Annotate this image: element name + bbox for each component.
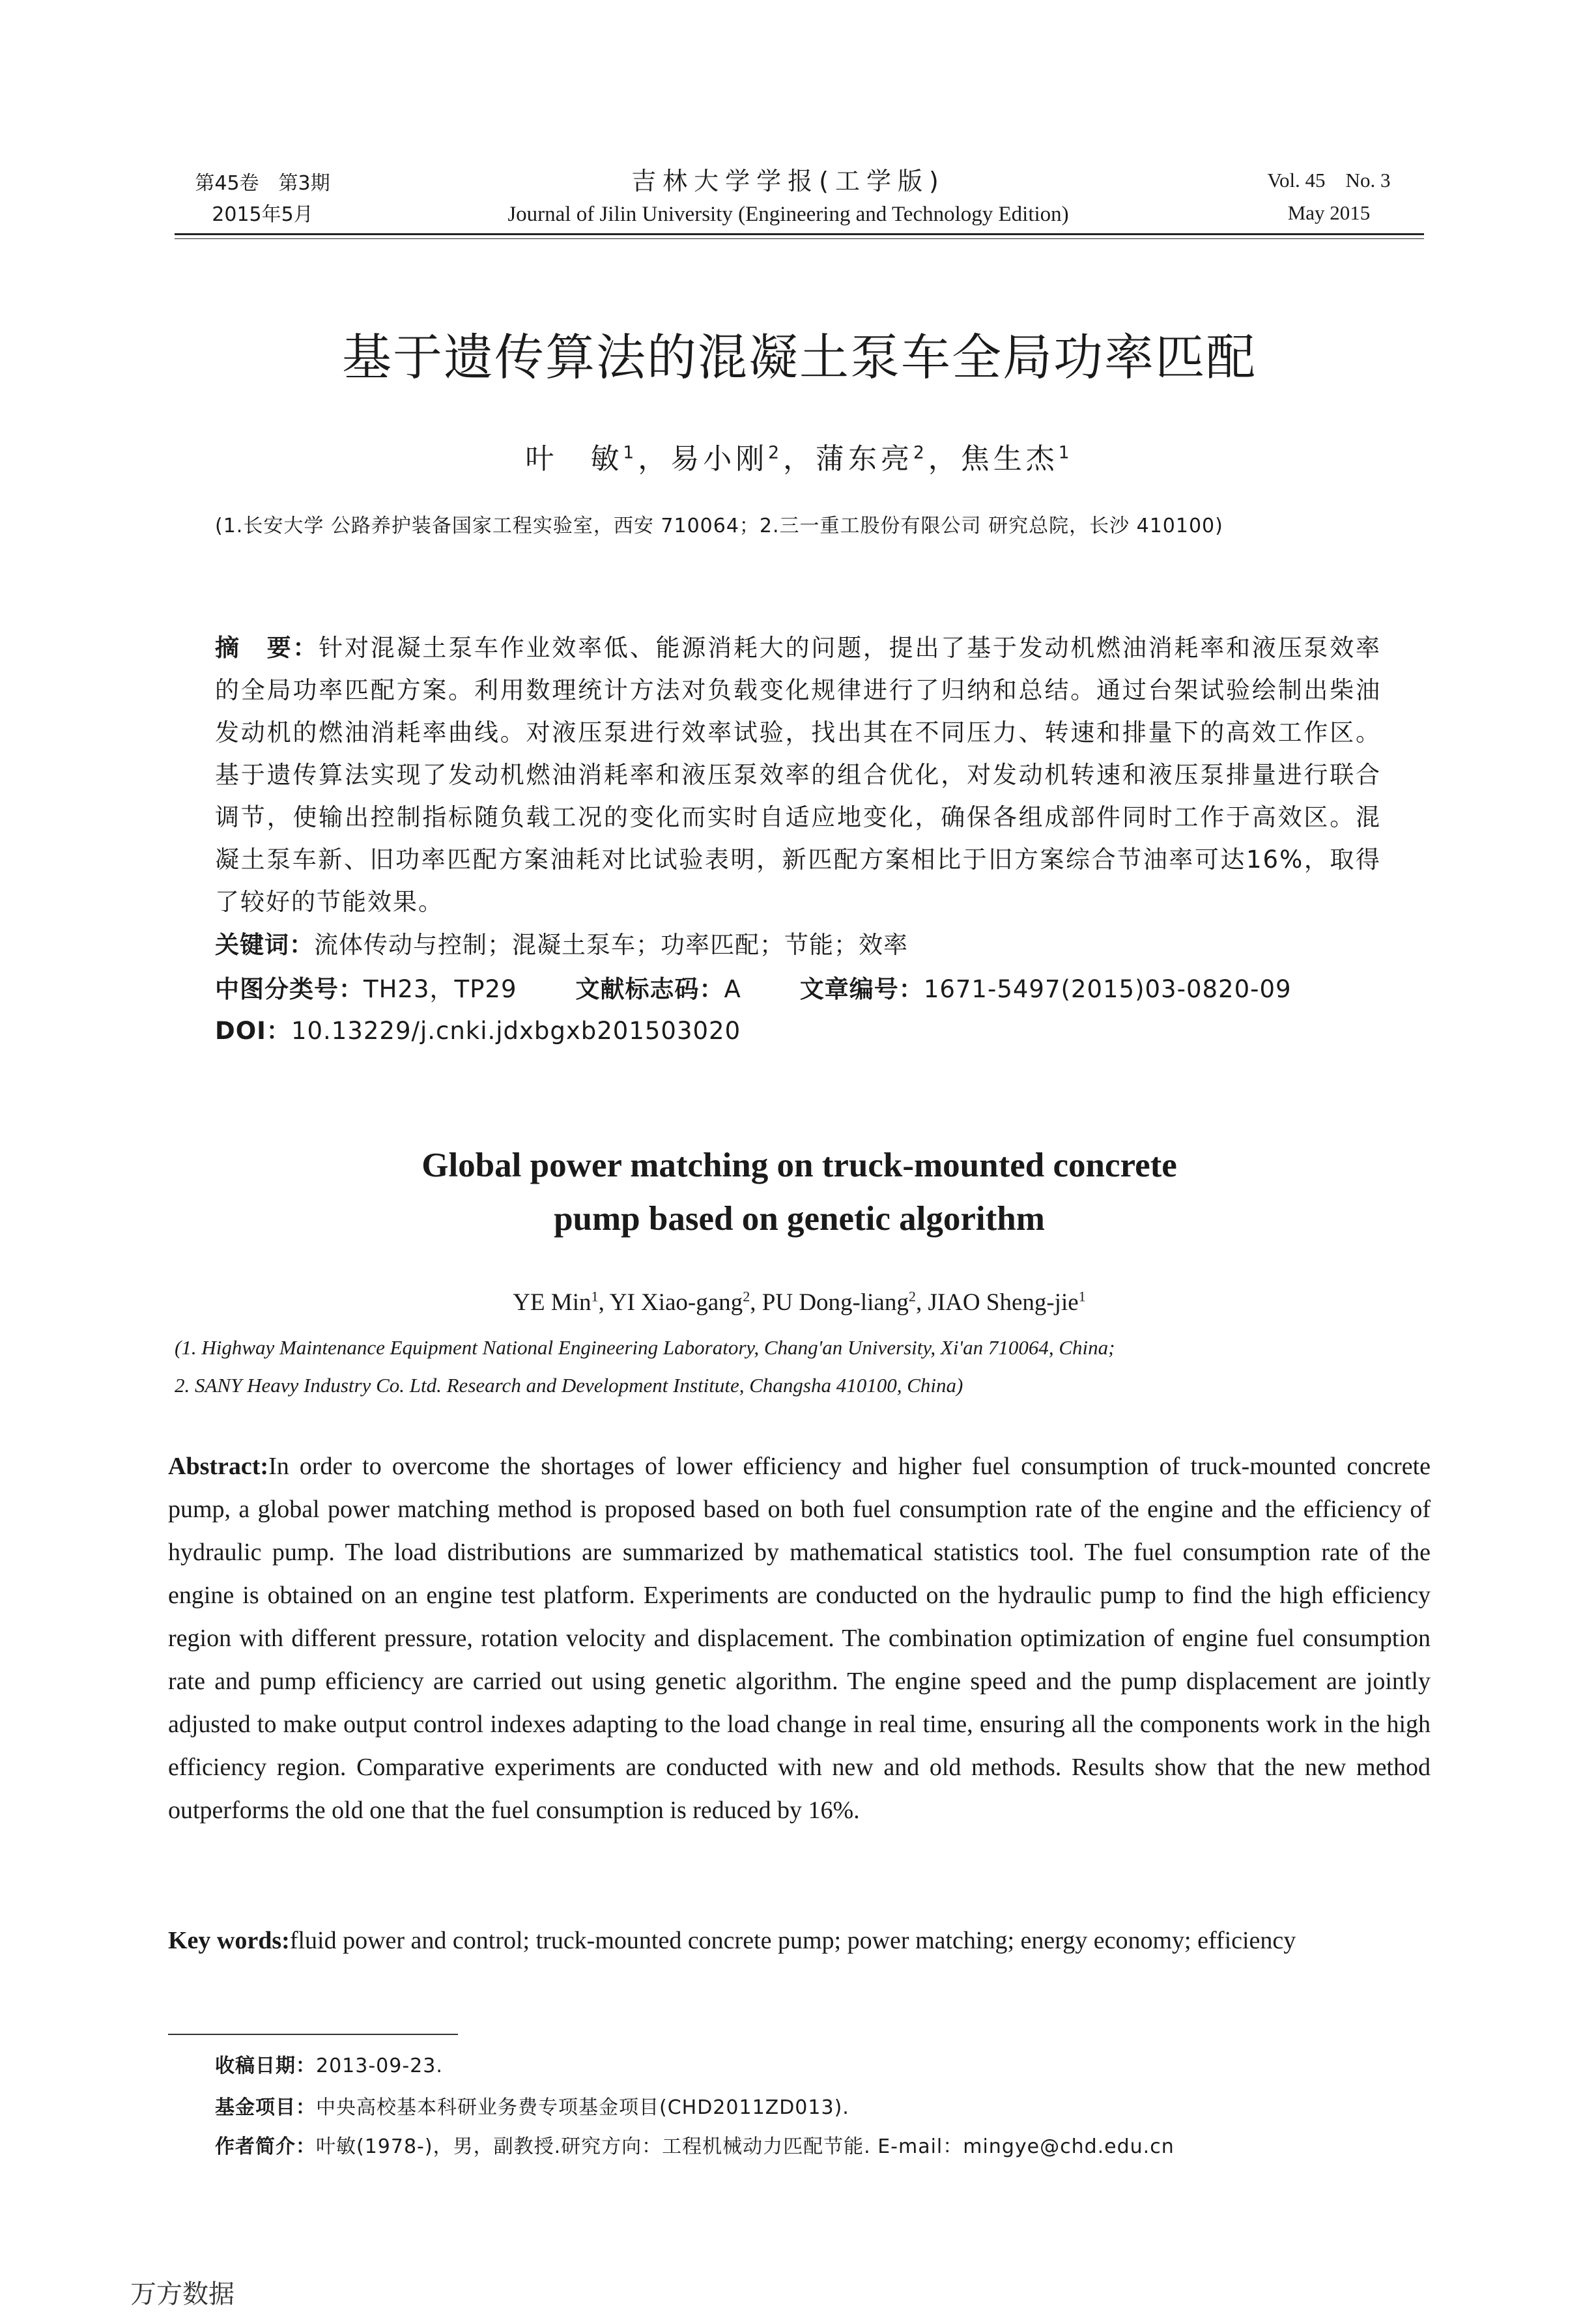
clc-value: TH23，TP29 [363, 975, 517, 1003]
authors-cn: 叶 敏$^1$，易小刚$^2$，蒲东亮$^2$，焦生杰$^1$ [525, 442, 1074, 476]
abstract-cn-text: 针对混凝土泵车作业效率低、能源消耗大的问题，提出了基于发动机燃油消耗率和液压泵效率的全局功率匹配方案。利用数理统计方法对负载变化规律进行了归纳和总结。通过台架试验绘制出柴油发动机的燃油消耗率曲线。对液压泵进行效率试验，找出其在不同压力、转速和排量下的高效工作区。基于遗传算法实现了发动机燃油消耗率和液压泵效率的组合优化，对发动机转速和液压泵排量进行联合调节，使输出控制指标随负载工况的变化而实时自适应地变化，确保各组成部件同时工作于高效区。混凝土泵车新、旧功率匹配方案油耗对比试验表明，新匹配方案相比于旧方案综合节油率可达16%，取得了较好的节能效果。 [215, 634, 1382, 916]
volume-issue-cn: 第45卷 第3期 [195, 172, 330, 195]
doi-value: 10.13229/j.cnki.jdxbgxb201503020 [291, 1017, 741, 1045]
author-2-en: YI Xiao-gang [609, 1289, 743, 1316]
author-4-en: JIAO Sheng-jie [928, 1289, 1079, 1316]
abstract-cn-label: 摘 要： [215, 634, 319, 662]
date-cn: 2015年5月 [212, 203, 313, 226]
article-no-value: 1671-5497(2015)03-0820-09 [923, 975, 1292, 1003]
header-volume-en [1238, 164, 1420, 229]
header-rule-thick [175, 233, 1424, 235]
keywords-cn [215, 925, 908, 960]
author-1-en: YE Min [513, 1289, 591, 1316]
doc-code-value: A [724, 975, 741, 1003]
footnote-received: 收稿日期：2013-09-23. [215, 2055, 443, 2077]
keywords-en [168, 1919, 1431, 1962]
keywords-en-label: Key words: [168, 1927, 290, 1954]
footnote-author: 作者简介：叶敏(1978-)，男，副教授.研究方向：工程机械动力匹配节能. E-mail：mingye@chd.edu.cn [215, 2135, 1175, 2158]
clc-label: 中图分类号： [215, 975, 363, 1003]
journal-name-en: Journal of Jilin University (Engineering and Technology Edition) [507, 203, 1069, 226]
author-3-en: PU Dong-liang [762, 1289, 909, 1316]
abstract-en-text: In order to overcome the shortages of lower efficiency and higher fuel consumption of truck-mounted concrete pump, a global power matching method is proposed based on both fuel consumption rate of the engine and the efficiency of hydraulic pump. The load distributions are summarized by mathematical statistics tool. The fuel consumption rate of the engine is obtained on an engine test platform. Experiments are conducted on the hydraulic pump to find the high efficiency region with different pressure, rotation velocity and displacement. The combination optimization of engine fuel consumption rate and pump efficiency are carried out using genetic algorithm. The engine speed and the pump displacement are jointly adjusted to make output control indexes adapting to the load change in real time, ensuring all the components work in the high efficiency region. Comparative experiments are conducted with new and old methods. Results show that the new method outperforms the old one that the fuel consumption is reduced by 16%. [168, 1453, 1431, 1824]
volume-issue-en: Vol. 45 No. 3 [1267, 169, 1391, 192]
doi-label: DOI： [215, 1017, 291, 1045]
author-3-sup: 2 [913, 442, 928, 463]
author-4-cn: 焦生杰 [960, 442, 1059, 476]
abstract-cn [215, 627, 1381, 923]
watermark: 万方数据 [130, 2279, 235, 2309]
author-1-cn: 叶 敏 [525, 442, 623, 476]
paper-title-en [175, 1139, 1424, 1246]
journal-name-cn: 吉林大学学报(工学版) [631, 167, 945, 195]
authors-en: YE Min$^1$, YI Xiao-gang$^2$, PU Dong-liang$^2$, JIAO Sheng-jie$^1$ [513, 1288, 1086, 1316]
keywords-cn-text: 流体传动与控制；混凝土泵车；功率匹配；节能；效率 [314, 931, 908, 959]
affiliation-cn: (1.长安大学 公路养护装备国家工程实验室，西安 710064；2.三一重工股份有限公司 研究总院，长沙 410100) [215, 515, 1223, 537]
author-2-cn: 易小刚 [670, 442, 769, 476]
doi-line [215, 1011, 741, 1046]
paper-title-cn: 基于遗传算法的混凝土泵车全局功率匹配 [342, 328, 1257, 386]
keywords-cn-label: 关键词： [215, 931, 314, 959]
header-rule-thin [175, 238, 1424, 239]
affiliation-en-line2: 2. SANY Heavy Industry Co. Ltd. Research and Development Institute, Changsha 410100, China) [175, 1374, 963, 1397]
doc-code-label: 文献标志码： [575, 975, 724, 1003]
footnote-fund: 基金项目：中央高校基本科研业务费专项基金项目(CHD2011ZD013). [215, 2096, 849, 2119]
header-volume-cn [175, 168, 350, 231]
affiliation-en [175, 1329, 1424, 1404]
author-4-sup: 1 [1058, 442, 1074, 463]
author-3-cn: 蒲东亮 [816, 442, 913, 476]
abstract-en-label: Abstract: [168, 1453, 269, 1480]
abstract-en [168, 1445, 1431, 1832]
paper-title-en-line1: Global power matching on truck-mounted concrete [421, 1146, 1177, 1184]
affiliation-en-line1: (1. Highway Maintenance Equipment National Engineering Laboratory, Chang'an University, Xi'an 710064, China; [175, 1336, 1115, 1359]
author-1-sup: 1 [623, 442, 638, 463]
keywords-en-text: fluid power and control; truck-mounted concrete pump; power matching; energy economy; efficiency [289, 1927, 1296, 1954]
paper-title-en-line2: pump based on genetic algorithm [554, 1200, 1045, 1238]
date-en: May 2015 [1287, 201, 1371, 224]
classification-line [215, 969, 1292, 1004]
header-journal [365, 164, 1212, 231]
author-2-sup: 2 [768, 442, 783, 463]
footnote-rule [168, 2034, 458, 2035]
article-no-label: 文章编号： [799, 975, 924, 1003]
